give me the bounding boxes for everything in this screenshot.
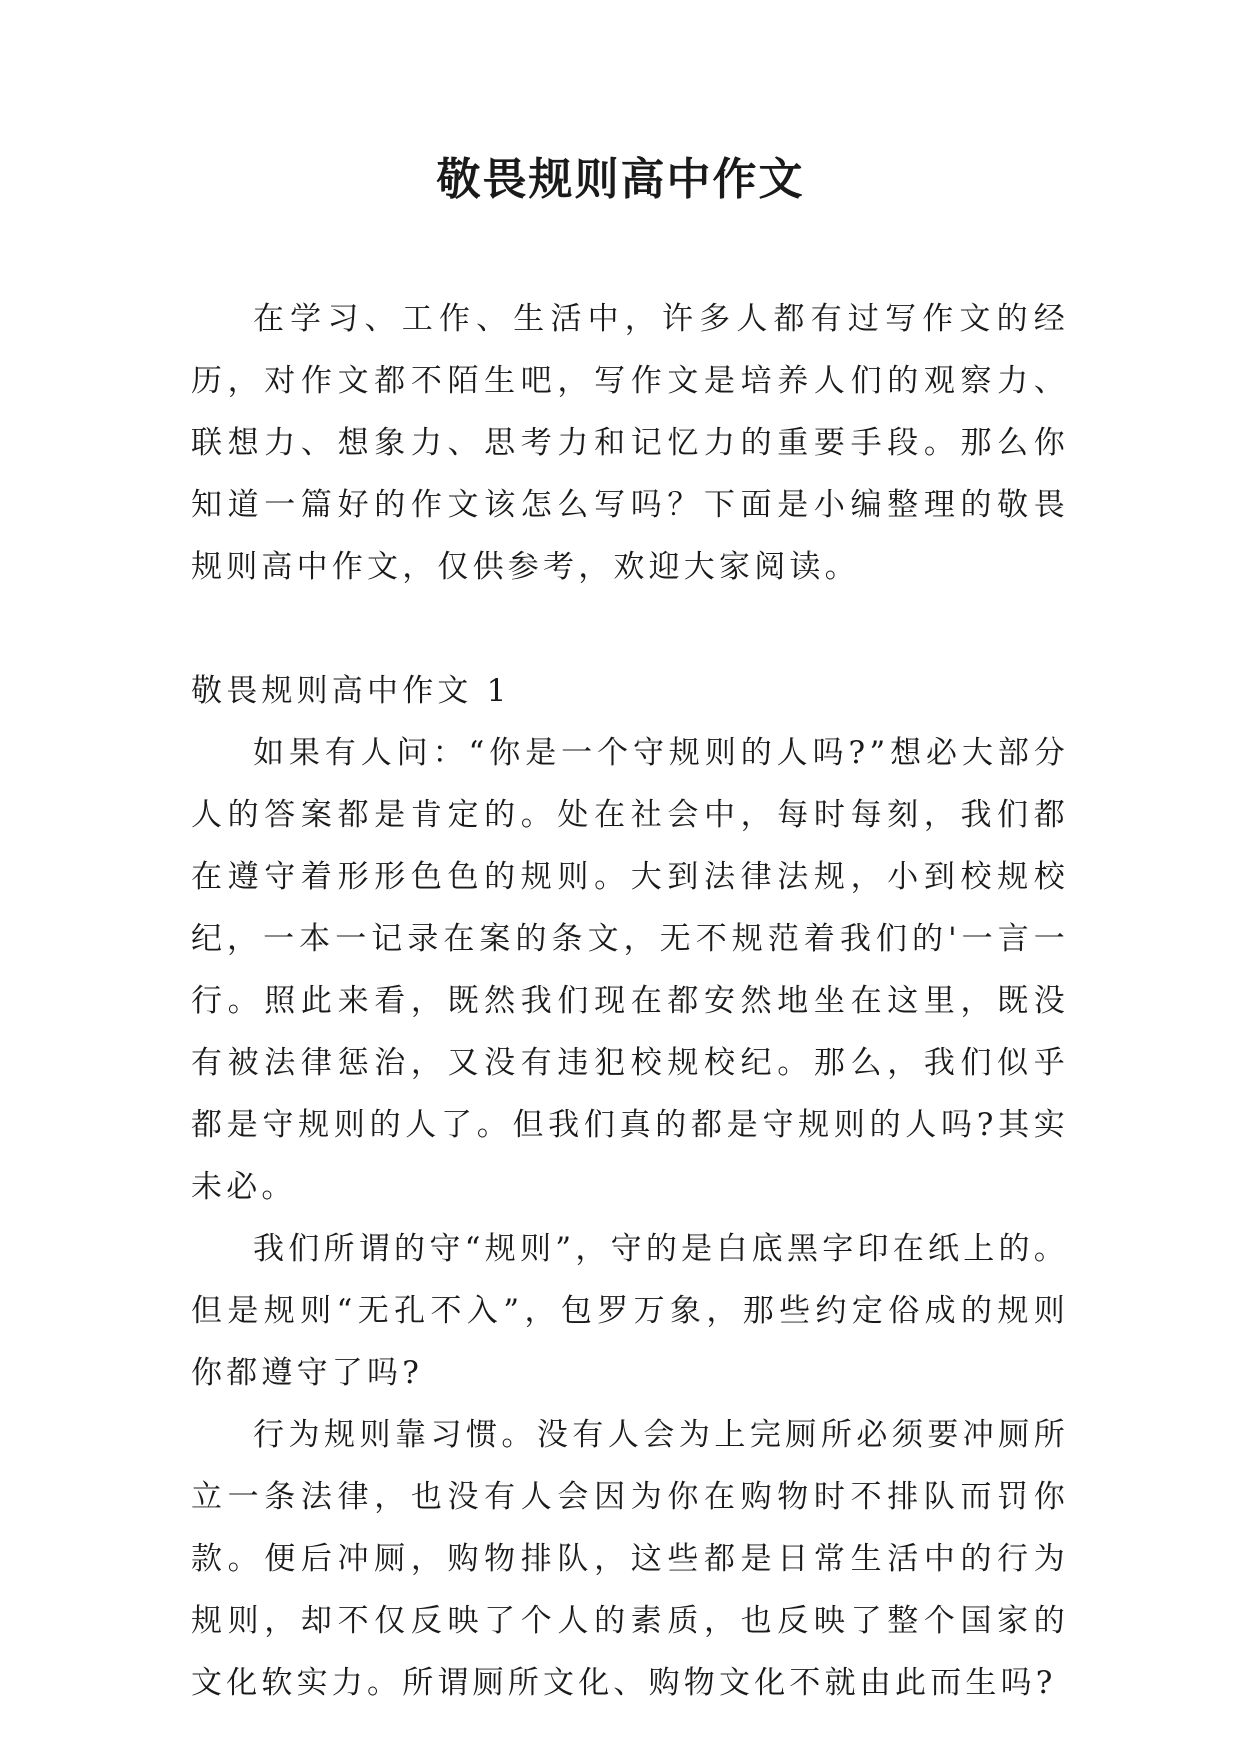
intro-paragraph: 在学习、工作、生活中，许多人都有过写作文的经历，对作文都不陌生吧，写作文是培养人们的观察力、联想力、想象力、思考力和记忆力的重要手段。那么你知道一篇好的作文该怎么写吗？下面是小编整理的敬畏规则高中作文，仅供参考，欢迎大家阅读。 <box>191 301 1069 585</box>
document-title: 敬畏规则高中作文 <box>436 154 805 205</box>
body-paragraph: 如果有人问：“你是一个守规则的人吗?”想必大部分人的答案都是肯定的。处在社会中，每时每刻，我们都在遵守着形形色色的规则。大到法律法规，小到校规校纪，一本一记录在案的条文，无不规范着我们的'一言一行。照此来看，既然我们现在都安然地坐在这里，既没有被法律惩治，又没有违犯校规校纪。那么，我们似乎都是守规则的人了。但我们真的都是守规则的人吗?其实未必。 <box>191 735 1069 1205</box>
document-body <box>191 288 1069 1714</box>
body-paragraph: 行为规则靠习惯。没有人会为上完厕所必须要冲厕所立一条法律，也没有人会因为你在购物时不排队而罚你款。便后冲厕，购物排队，这些都是日常生活中的行为规则，却不仅反映了个人的素质，也反映了整个国家的文化软实力。所谓厕所文化、购物文化不就由此而生吗? <box>191 1417 1069 1701</box>
section-heading: 敬畏规则高中作文 1 <box>191 673 511 709</box>
body-paragraph: 我们所谓的守“规则”，守的是白底黑字印在纸上的。但是规则“无孔不入”，包罗万象，那些约定俗成的规则你都遵守了吗? <box>191 1231 1069 1391</box>
